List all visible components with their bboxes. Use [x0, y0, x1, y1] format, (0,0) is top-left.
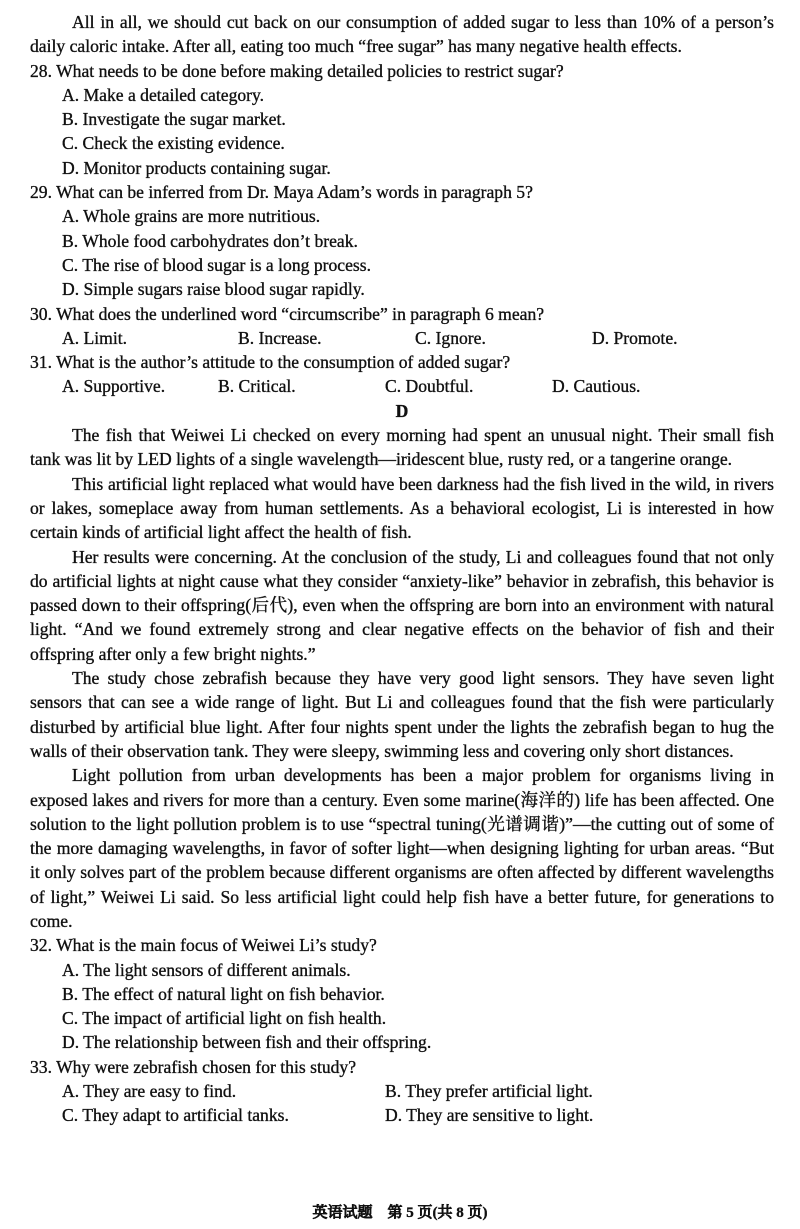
- q29-option-b: B. Whole food carbohydrates don’t break.: [62, 230, 358, 251]
- q28-option-a: A. Make a detailed category.: [62, 84, 265, 105]
- passage-d-paragraph-3: Her results were concerning. At the conclusion of the study, Li and colleagues found that not only do artificial lights at night cause what they consider “anxiety-like” behavior in zebrafish, this behavior is passed down to their offspring(后代), even when the offspring are born into an environment with natural light. “And we found extremely strong and clear negative effects on the behavior of fish and their offspring after only a few bright nights.”: [30, 546, 774, 664]
- q31-option-c: C. Doubtful.: [385, 376, 474, 397]
- q32-option-d: D. The relationship between fish and their offspring.: [62, 1032, 432, 1053]
- q29-option-d: D. Simple sugars raise blood sugar rapidly.: [62, 279, 365, 300]
- q31-option-a: A. Supportive.: [62, 376, 166, 397]
- q32-option-b: B. The effect of natural light on fish behavior.: [62, 983, 385, 1004]
- q28-option-b: B. Investigate the sugar market.: [62, 109, 286, 130]
- question-32-stem: 32. What is the main focus of Weiwei Li’s study?: [30, 935, 377, 956]
- q31-options: [62, 374, 774, 398]
- q29-option-c: C. The rise of blood sugar is a long process.: [62, 254, 371, 275]
- q30-options: [62, 326, 774, 350]
- passage-d-paragraph-2: This artificial light replaced what would have been darkness had the fish lived in the wild, in rivers or lakes, someplace away from human settlements. As a behavioral ecologist, Li is interested in how certain kinds of artificial light affect the health of fish.: [30, 473, 774, 543]
- q28-option-d: D. Monitor products containing sugar.: [62, 157, 331, 178]
- question-28-stem: 28. What needs to be done before making detailed policies to restrict sugar?: [30, 60, 564, 81]
- q33-options-row-2: [62, 1103, 774, 1127]
- passage-d-paragraph-1: The fish that Weiwei Li checked on every morning had spent an unusual night. Their small fish tank was lit by LED lights of a single wavelength—iridescent blue, rusty red, or a tangerine orange.: [30, 425, 774, 470]
- question-31-stem: 31. What is the author’s attitude to the consumption of added sugar?: [30, 352, 511, 373]
- q32-option-a: A. The light sensors of different animals.: [62, 959, 351, 980]
- section-heading: D: [395, 400, 409, 421]
- q33-option-c: C. They adapt to artificial tanks.: [62, 1105, 289, 1126]
- question-29-stem: 29. What can be inferred from Dr. Maya Adam’s words in paragraph 5?: [30, 182, 533, 203]
- q31-option-b: B. Critical.: [218, 376, 296, 397]
- q29-option-a: A. Whole grains are more nutritious.: [62, 206, 321, 227]
- exam-page: [30, 10, 774, 1128]
- intro-paragraph: All in all, we should cut back on our consumption of added sugar to less than 10% of a person’s daily caloric intake. After all, eating too much “free sugar” has many negative health effects.: [30, 12, 774, 57]
- q30-option-b: B. Increase.: [238, 327, 322, 348]
- passage-d-paragraph-4: The study chose zebrafish because they have very good light sensors. They have seven light sensors that can see a wide range of light. But Li and colleagues found that the fish were particularly disturbed by artificial blue light. After four nights spent under the lights the zebrafish began to hug the walls of their observation tank. They were sleepy, swimming less and covering only short distances.: [30, 668, 774, 761]
- q28-option-c: C. Check the existing evidence.: [62, 133, 285, 154]
- q32-option-c: C. The impact of artificial light on fish health.: [62, 1008, 387, 1029]
- q31-option-d: D. Cautious.: [552, 376, 641, 397]
- q33-option-a: A. They are easy to find.: [62, 1081, 237, 1102]
- q30-option-c: C. Ignore.: [415, 327, 486, 348]
- question-30-stem: 30. What does the underlined word “circumscribe” in paragraph 6 mean?: [30, 303, 545, 324]
- q33-option-b: B. They prefer artificial light.: [385, 1081, 593, 1102]
- q30-option-a: A. Limit.: [62, 327, 127, 348]
- q33-options-row-1: [62, 1079, 774, 1103]
- page-footer: 英语试题 第 5 页(共 8 页): [312, 1205, 488, 1221]
- question-33-stem: 33. Why were zebrafish chosen for this study?: [30, 1056, 357, 1077]
- passage-d-paragraph-5: Light pollution from urban developments has been a major problem for organisms living in exposed lakes and rivers for more than a century. Even some marine(海洋的) life has been affected. One solution to the light pollution problem is to use “spectral tuning(光谱调谐)”—the cutting out of some of the more damaging wavelengths, in favor of softer light—when designing lighting for urban areas. “But it only solves part of the problem because different organisms are often affected by different wavelengths of light,” Weiwei Li said. So less artificial light could help fish have a better future, for generations to come.: [30, 765, 774, 931]
- q33-option-d: D. They are sensitive to light.: [385, 1105, 594, 1126]
- q30-option-d: D. Promote.: [592, 327, 678, 348]
